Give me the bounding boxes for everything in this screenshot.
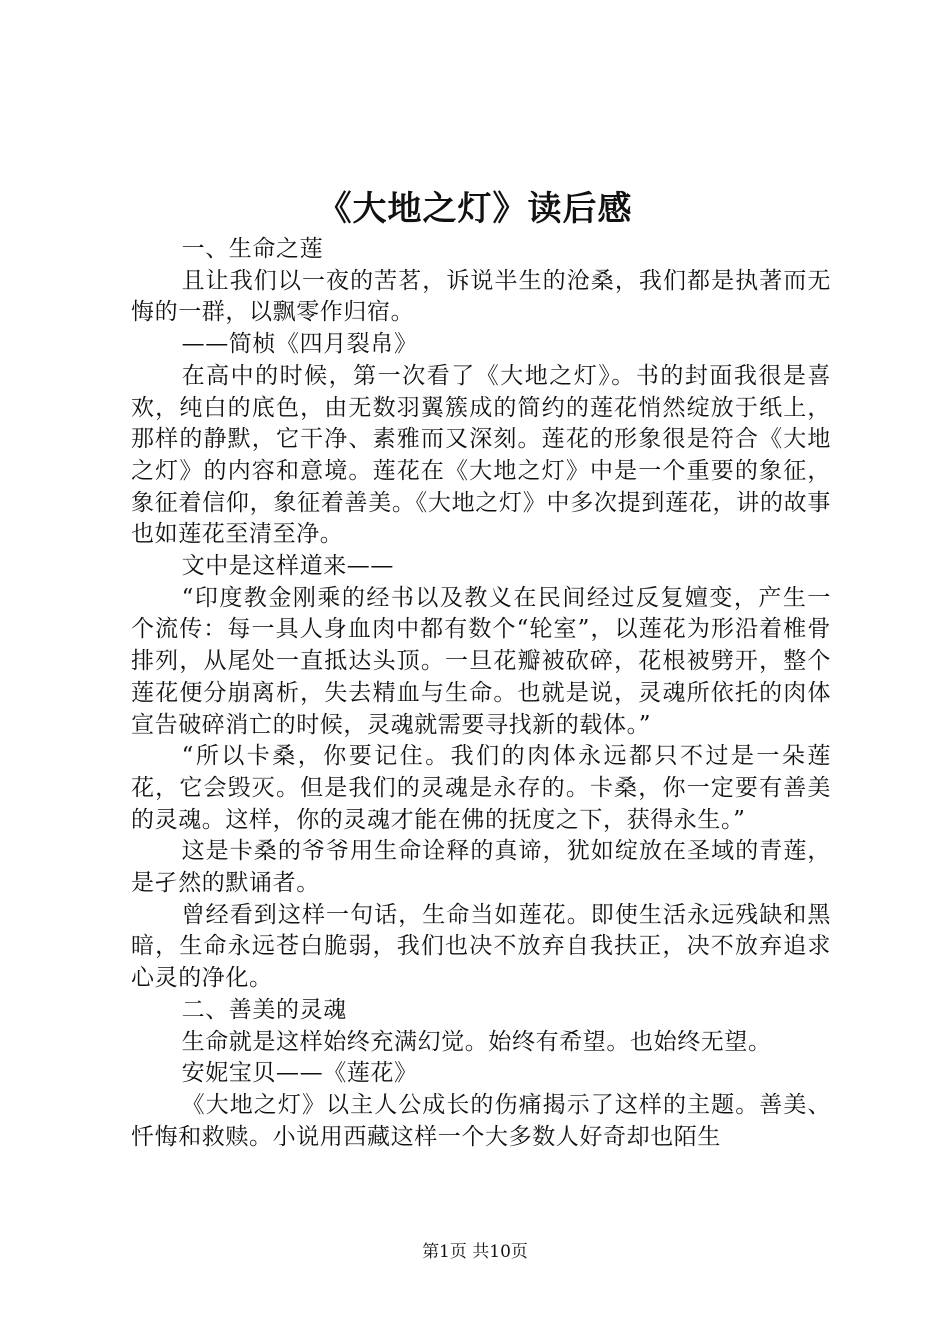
document-body xyxy=(131,234,831,1153)
quote-attribution: 安妮宝贝——《莲花》 xyxy=(181,1060,418,1087)
section-heading: 一、生命之莲 xyxy=(181,236,324,262)
body-paragraph: 在高中的时候，第一次看了《大地之灯》。书的封面我很是喜欢，纯白的底色，由无数羽翼簇成的简约的莲花悄然绽放于纸上，那样的静默，它干净、素雅而又深刻。莲花的形象很是符合《大地之灯》的内容和意境。莲花在《大地之灯》中是一个重要的象征，象征着信仰，象征着善美。《大地之灯》中多次提到莲花，讲的故事也如莲花至清至净。 xyxy=(131,362,831,548)
page-number: 第1页 共10页 xyxy=(422,1242,528,1262)
section-heading: 二、善美的灵魂 xyxy=(181,996,347,1023)
body-paragraph: 这是卡桑的爷爷用生命诠释的真谛，犹如绽放在圣域的青莲，是孑然的默诵者。 xyxy=(131,838,831,897)
body-paragraph: 《大地之灯》以主人公成长的伤痛揭示了这样的主题。善美、忏悔和救赎。小说用西藏这样一个大多数人好奇却也陌生 xyxy=(131,1091,831,1150)
body-paragraph: 文中是这样道来—— xyxy=(181,553,394,580)
quote-attribution: ——简桢《四月裂帛》 xyxy=(181,331,418,358)
quote-paragraph: “印度教金刚乘的经书以及教义在民间经过反复嬗变，产生一个流传：每一具人身血肉中都有数个“轮室”，以莲花为形沿着椎骨排列，从尾处一直抵达头顶。一旦花瓣被砍碎，花根被劈开，整个莲花便分崩离析，失去精血与生命。也就是说，灵魂所依托的肉体宣告破碎消亡的时候，灵魂就需要寻找新的载体。” xyxy=(131,584,831,738)
quote-paragraph: 生命就是这样始终充满幻觉。始终有希望。也始终无望。 xyxy=(181,1028,772,1055)
document-title: 《大地之灯》读后感 xyxy=(317,189,633,229)
body-paragraph: 曾经看到这样一句话，生命当如莲花。即使生活永远残缺和黑暗，生命永远苍白脆弱，我们也决不放弃自我扶正，决不放弃追求心灵的净化。 xyxy=(131,901,831,992)
quote-paragraph: “所以卡桑，你要记住。我们的肉体永远都只不过是一朵莲花，它会毁灭。但是我们的灵魂是永存的。卡桑，你一定要有善美的灵魂。这样，你的灵魂才能在佛的抚度之下，获得永生。” xyxy=(131,743,831,833)
quote-paragraph: 且让我们以一夜的苦茗，诉说半生的沧桑，我们都是执著而无悔的一群，以飘零作归宿。 xyxy=(131,267,831,326)
